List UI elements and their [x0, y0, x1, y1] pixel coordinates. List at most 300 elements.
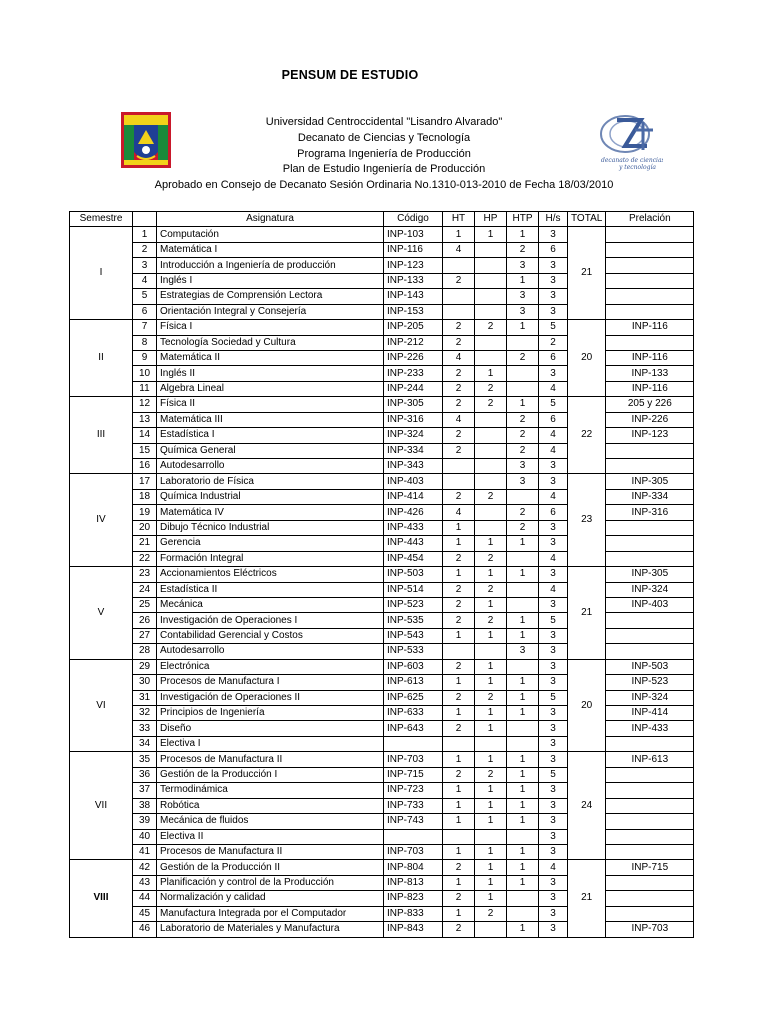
course-hours-week: 3	[539, 675, 568, 690]
course-prelacion	[606, 613, 694, 628]
course-prelacion: INP-324	[606, 690, 694, 705]
course-code: INP-324	[384, 428, 443, 443]
course-code: INP-603	[384, 659, 443, 674]
course-code: INP-133	[384, 273, 443, 288]
course-code: INP-443	[384, 536, 443, 551]
course-hp	[475, 459, 507, 474]
course-name: Robótica	[157, 798, 384, 813]
course-hours-week: 3	[539, 752, 568, 767]
course-prelacion	[606, 335, 694, 350]
course-prelacion	[606, 628, 694, 643]
course-name: Orientación Integral y Consejería	[157, 304, 384, 319]
course-name: Gestión de la Producción II	[157, 860, 384, 875]
course-number: 29	[133, 659, 157, 674]
header-programa: Programa Ingeniería de Producción	[297, 147, 471, 160]
course-htp: 1	[507, 814, 539, 829]
course-name: Planificación y control de la Producción	[157, 875, 384, 890]
course-code: INP-205	[384, 320, 443, 335]
course-prelacion	[606, 798, 694, 813]
course-hp: 2	[475, 582, 507, 597]
course-number: 9	[133, 350, 157, 365]
course-number: 25	[133, 597, 157, 612]
course-ht: 2	[443, 613, 475, 628]
course-number: 43	[133, 875, 157, 890]
course-prelacion	[606, 289, 694, 304]
course-htp: 2	[507, 428, 539, 443]
course-hours-week: 3	[539, 536, 568, 551]
course-htp: 1	[507, 798, 539, 813]
course-prelacion: INP-703	[606, 922, 694, 937]
course-ht: 2	[443, 860, 475, 875]
course-name: Mecánica de fluidos	[157, 814, 384, 829]
course-hours-week: 5	[539, 767, 568, 782]
course-hp: 1	[475, 675, 507, 690]
course-hours-week: 3	[539, 798, 568, 813]
course-number: 22	[133, 551, 157, 566]
col-header-num	[133, 212, 157, 227]
course-prelacion: INP-116	[606, 381, 694, 396]
col-header-codigo: Código	[384, 212, 443, 227]
course-code: INP-723	[384, 783, 443, 798]
course-ht: 2	[443, 597, 475, 612]
pensum-table	[69, 211, 694, 938]
course-name: Física II	[157, 397, 384, 412]
course-prelacion	[606, 829, 694, 844]
course-number: 45	[133, 906, 157, 921]
course-hours-week: 3	[539, 273, 568, 288]
semester-total: 21	[568, 860, 606, 937]
course-number: 27	[133, 628, 157, 643]
course-code: INP-804	[384, 860, 443, 875]
course-code: INP-226	[384, 350, 443, 365]
course-number: 7	[133, 320, 157, 335]
col-header-prelacion: Prelación	[606, 212, 694, 227]
course-name: Investigación de Operaciones II	[157, 690, 384, 705]
course-hours-week: 6	[539, 350, 568, 365]
course-hours-week: 2	[539, 335, 568, 350]
course-number: 17	[133, 474, 157, 489]
course-hp: 1	[475, 752, 507, 767]
course-name: Química Industrial	[157, 489, 384, 504]
course-name: Matemática III	[157, 412, 384, 427]
course-name: Matemática I	[157, 242, 384, 257]
course-hours-week: 3	[539, 227, 568, 242]
course-hp: 2	[475, 690, 507, 705]
course-htp: 3	[507, 304, 539, 319]
course-number: 15	[133, 443, 157, 458]
course-ht: 1	[443, 675, 475, 690]
course-number: 2	[133, 242, 157, 257]
course-hp	[475, 736, 507, 751]
table-row	[70, 567, 694, 582]
course-htp	[507, 721, 539, 736]
course-prelacion: INP-226	[606, 412, 694, 427]
course-hp	[475, 273, 507, 288]
course-hp: 2	[475, 613, 507, 628]
course-name: Normalización y calidad	[157, 891, 384, 906]
course-htp	[507, 659, 539, 674]
course-hours-week: 3	[539, 736, 568, 751]
course-number: 41	[133, 844, 157, 859]
course-number: 24	[133, 582, 157, 597]
course-prelacion: INP-403	[606, 597, 694, 612]
course-number: 19	[133, 505, 157, 520]
course-name: Computación	[157, 227, 384, 242]
course-hp	[475, 350, 507, 365]
course-hours-week: 3	[539, 829, 568, 844]
semester-total: 21	[568, 227, 606, 320]
course-number: 10	[133, 366, 157, 381]
course-hp: 1	[475, 875, 507, 890]
course-hours-week: 3	[539, 459, 568, 474]
course-number: 31	[133, 690, 157, 705]
course-htp: 1	[507, 628, 539, 643]
course-code: INP-733	[384, 798, 443, 813]
table-row	[70, 227, 694, 242]
course-hp: 2	[475, 320, 507, 335]
course-ht: 2	[443, 273, 475, 288]
course-code: INP-703	[384, 752, 443, 767]
course-code: INP-613	[384, 675, 443, 690]
course-code: INP-316	[384, 412, 443, 427]
course-htp	[507, 891, 539, 906]
course-prelacion	[606, 906, 694, 921]
course-htp	[507, 829, 539, 844]
course-hours-week: 3	[539, 258, 568, 273]
course-code: INP-334	[384, 443, 443, 458]
course-hp	[475, 922, 507, 937]
course-htp: 1	[507, 227, 539, 242]
course-ht: 2	[443, 922, 475, 937]
course-number: 11	[133, 381, 157, 396]
course-prelacion	[606, 459, 694, 474]
course-htp: 1	[507, 844, 539, 859]
course-number: 5	[133, 289, 157, 304]
course-prelacion	[606, 551, 694, 566]
course-name: Termodinámica	[157, 783, 384, 798]
course-htp: 1	[507, 397, 539, 412]
course-name: Inglés II	[157, 366, 384, 381]
course-ht: 1	[443, 536, 475, 551]
header-plan: Plan de Estudio Ingeniería de Producción	[282, 163, 486, 176]
course-htp: 2	[507, 505, 539, 520]
course-ht: 2	[443, 582, 475, 597]
table-header-row	[70, 212, 694, 227]
course-code: INP-813	[384, 875, 443, 890]
course-prelacion	[606, 891, 694, 906]
course-number: 33	[133, 721, 157, 736]
course-hours-week: 3	[539, 474, 568, 489]
course-htp: 1	[507, 613, 539, 628]
course-number: 3	[133, 258, 157, 273]
semester-total: 21	[568, 567, 606, 660]
course-prelacion	[606, 273, 694, 288]
course-htp	[507, 597, 539, 612]
semester-cell: III	[70, 397, 133, 474]
course-number: 37	[133, 783, 157, 798]
course-name: Autodesarrollo	[157, 644, 384, 659]
course-name: Accionamientos Eléctricos	[157, 567, 384, 582]
course-code: INP-703	[384, 844, 443, 859]
course-prelacion: INP-116	[606, 320, 694, 335]
course-name: Dibujo Técnico Industrial	[157, 520, 384, 535]
course-ht	[443, 644, 475, 659]
course-code: INP-625	[384, 690, 443, 705]
course-ht: 4	[443, 412, 475, 427]
course-code: INP-823	[384, 891, 443, 906]
svg-text:y tecnología: y tecnología	[619, 164, 656, 171]
course-prelacion	[606, 736, 694, 751]
course-hours-week: 3	[539, 644, 568, 659]
header-university: Universidad Centroccidental "Lisandro Alvarado"	[265, 116, 503, 128]
course-ht: 1	[443, 798, 475, 813]
course-code: INP-523	[384, 597, 443, 612]
course-number: 38	[133, 798, 157, 813]
course-hours-week: 3	[539, 875, 568, 890]
course-number: 36	[133, 767, 157, 782]
course-hp	[475, 289, 507, 304]
course-code: INP-426	[384, 505, 443, 520]
semester-cell: II	[70, 320, 133, 397]
course-code: INP-533	[384, 644, 443, 659]
course-prelacion: INP-414	[606, 706, 694, 721]
semester-total: 23	[568, 474, 606, 567]
course-hours-week: 4	[539, 381, 568, 396]
course-hours-week: 4	[539, 551, 568, 566]
course-prelacion: INP-123	[606, 428, 694, 443]
course-hours-week: 3	[539, 659, 568, 674]
course-htp	[507, 335, 539, 350]
course-htp: 1	[507, 567, 539, 582]
course-prelacion	[606, 536, 694, 551]
course-name: Estadística I	[157, 428, 384, 443]
course-code: INP-743	[384, 814, 443, 829]
table-row	[70, 752, 694, 767]
course-number: 18	[133, 489, 157, 504]
col-header-total: TOTAL	[568, 212, 606, 227]
course-ht	[443, 474, 475, 489]
col-header-semestre: Semestre	[70, 212, 133, 227]
course-hours-week: 4	[539, 443, 568, 458]
course-htp	[507, 489, 539, 504]
course-code: INP-535	[384, 613, 443, 628]
course-hours-week: 3	[539, 597, 568, 612]
course-number: 40	[133, 829, 157, 844]
course-name: Principios de Ingeniería	[157, 706, 384, 721]
course-htp: 1	[507, 767, 539, 782]
course-code: INP-543	[384, 628, 443, 643]
course-code: INP-103	[384, 227, 443, 242]
course-ht: 2	[443, 443, 475, 458]
course-hours-week: 4	[539, 860, 568, 875]
course-prelacion	[606, 258, 694, 273]
course-ht: 2	[443, 891, 475, 906]
course-name: Introducción a Ingeniería de producción	[157, 258, 384, 273]
course-name: Gerencia	[157, 536, 384, 551]
course-hours-week: 3	[539, 289, 568, 304]
course-hp	[475, 644, 507, 659]
course-hours-week: 3	[539, 567, 568, 582]
course-hp: 2	[475, 381, 507, 396]
course-hp: 2	[475, 906, 507, 921]
course-htp: 2	[507, 443, 539, 458]
course-number: 34	[133, 736, 157, 751]
course-prelacion: INP-523	[606, 675, 694, 690]
course-number: 23	[133, 567, 157, 582]
course-hours-week: 5	[539, 613, 568, 628]
course-hp: 1	[475, 891, 507, 906]
course-name: Procesos de Manufactura II	[157, 752, 384, 767]
course-code: INP-123	[384, 258, 443, 273]
course-code: INP-454	[384, 551, 443, 566]
course-hp: 1	[475, 844, 507, 859]
course-prelacion: INP-305	[606, 567, 694, 582]
course-code: INP-116	[384, 242, 443, 257]
course-prelacion	[606, 443, 694, 458]
course-number: 44	[133, 891, 157, 906]
svg-text:decanato de ciencias: decanato de ciencias	[601, 157, 663, 164]
course-htp: 2	[507, 412, 539, 427]
course-hp	[475, 443, 507, 458]
course-htp: 1	[507, 273, 539, 288]
course-hp: 1	[475, 597, 507, 612]
table-row	[70, 659, 694, 674]
course-htp: 2	[507, 520, 539, 535]
course-name: Contabilidad Gerencial y Costos	[157, 628, 384, 643]
course-code: INP-403	[384, 474, 443, 489]
course-ht: 2	[443, 659, 475, 674]
course-hours-week: 5	[539, 397, 568, 412]
course-code: INP-503	[384, 567, 443, 582]
course-hours-week: 5	[539, 690, 568, 705]
semester-cell: VI	[70, 659, 133, 752]
course-name: Diseño	[157, 721, 384, 736]
course-code: INP-212	[384, 335, 443, 350]
course-htp: 2	[507, 350, 539, 365]
course-name: Matemática II	[157, 350, 384, 365]
course-name: Inglés I	[157, 273, 384, 288]
course-ht: 2	[443, 721, 475, 736]
course-number: 30	[133, 675, 157, 690]
course-ht: 2	[443, 551, 475, 566]
table-row	[70, 474, 694, 489]
course-hours-week: 3	[539, 366, 568, 381]
course-htp: 1	[507, 875, 539, 890]
table-row	[70, 320, 694, 335]
course-name: Laboratorio de Física	[157, 474, 384, 489]
course-name: Estrategias de Comprensión Lectora	[157, 289, 384, 304]
course-prelacion	[606, 783, 694, 798]
course-hp	[475, 505, 507, 520]
col-header-ht: HT	[443, 212, 475, 227]
course-hp: 1	[475, 366, 507, 381]
course-hours-week: 3	[539, 844, 568, 859]
course-hp	[475, 520, 507, 535]
course-hours-week: 3	[539, 628, 568, 643]
course-hp: 2	[475, 489, 507, 504]
course-hours-week: 6	[539, 412, 568, 427]
course-name: Manufactura Integrada por el Computador	[157, 906, 384, 921]
course-hours-week: 3	[539, 783, 568, 798]
course-hours-week: 4	[539, 428, 568, 443]
course-code: INP-153	[384, 304, 443, 319]
course-code: INP-643	[384, 721, 443, 736]
course-htp: 2	[507, 242, 539, 257]
course-htp: 1	[507, 706, 539, 721]
course-code: INP-633	[384, 706, 443, 721]
course-code: INP-433	[384, 520, 443, 535]
course-prelacion	[606, 814, 694, 829]
course-hours-week: 3	[539, 520, 568, 535]
course-hp	[475, 474, 507, 489]
course-name: Estadística II	[157, 582, 384, 597]
course-number: 26	[133, 613, 157, 628]
course-hp: 1	[475, 567, 507, 582]
course-number: 20	[133, 520, 157, 535]
course-hours-week: 3	[539, 922, 568, 937]
course-ht: 1	[443, 875, 475, 890]
course-name: Algebra Lineal	[157, 381, 384, 396]
course-prelacion: INP-503	[606, 659, 694, 674]
course-prelacion: 205 y 226	[606, 397, 694, 412]
col-header-asignatura: Asignatura	[157, 212, 384, 227]
course-code	[384, 736, 443, 751]
course-code: INP-414	[384, 489, 443, 504]
course-ht: 1	[443, 520, 475, 535]
course-ht: 2	[443, 397, 475, 412]
course-hours-week: 3	[539, 906, 568, 921]
course-number: 14	[133, 428, 157, 443]
course-name: Autodesarrollo	[157, 459, 384, 474]
course-number: 21	[133, 536, 157, 551]
header-decanato: Decanato de Ciencias y Tecnología	[297, 131, 471, 144]
course-hp: 1	[475, 536, 507, 551]
table-row	[70, 860, 694, 875]
course-htp: 3	[507, 258, 539, 273]
course-number: 16	[133, 459, 157, 474]
col-header-hs: H/s	[539, 212, 568, 227]
course-hp	[475, 829, 507, 844]
course-ht	[443, 736, 475, 751]
course-number: 13	[133, 412, 157, 427]
course-prelacion: INP-433	[606, 721, 694, 736]
course-ht: 2	[443, 767, 475, 782]
course-htp: 3	[507, 289, 539, 304]
course-prelacion: INP-613	[606, 752, 694, 767]
semester-cell: VII	[70, 752, 133, 860]
course-prelacion: INP-116	[606, 350, 694, 365]
course-name: Mecánica	[157, 597, 384, 612]
course-hp: 1	[475, 814, 507, 829]
course-ht: 1	[443, 906, 475, 921]
course-htp	[507, 366, 539, 381]
course-name: Procesos de Manufactura II	[157, 844, 384, 859]
page-title: PENSUM DE ESTUDIO	[281, 68, 419, 82]
course-htp: 1	[507, 536, 539, 551]
course-name: Formación Integral	[157, 551, 384, 566]
course-htp	[507, 906, 539, 921]
course-htp	[507, 736, 539, 751]
course-htp: 3	[507, 459, 539, 474]
course-hours-week: 3	[539, 891, 568, 906]
header-aprobado: Aprobado en Consejo de Decanato Sesión Ordinaria No.1310-013-2010 de Fecha 18/03/2010	[154, 179, 614, 192]
course-code: INP-244	[384, 381, 443, 396]
course-code: INP-833	[384, 906, 443, 921]
course-htp: 1	[507, 922, 539, 937]
semester-cell: I	[70, 227, 133, 320]
course-ht: 2	[443, 335, 475, 350]
course-number: 8	[133, 335, 157, 350]
